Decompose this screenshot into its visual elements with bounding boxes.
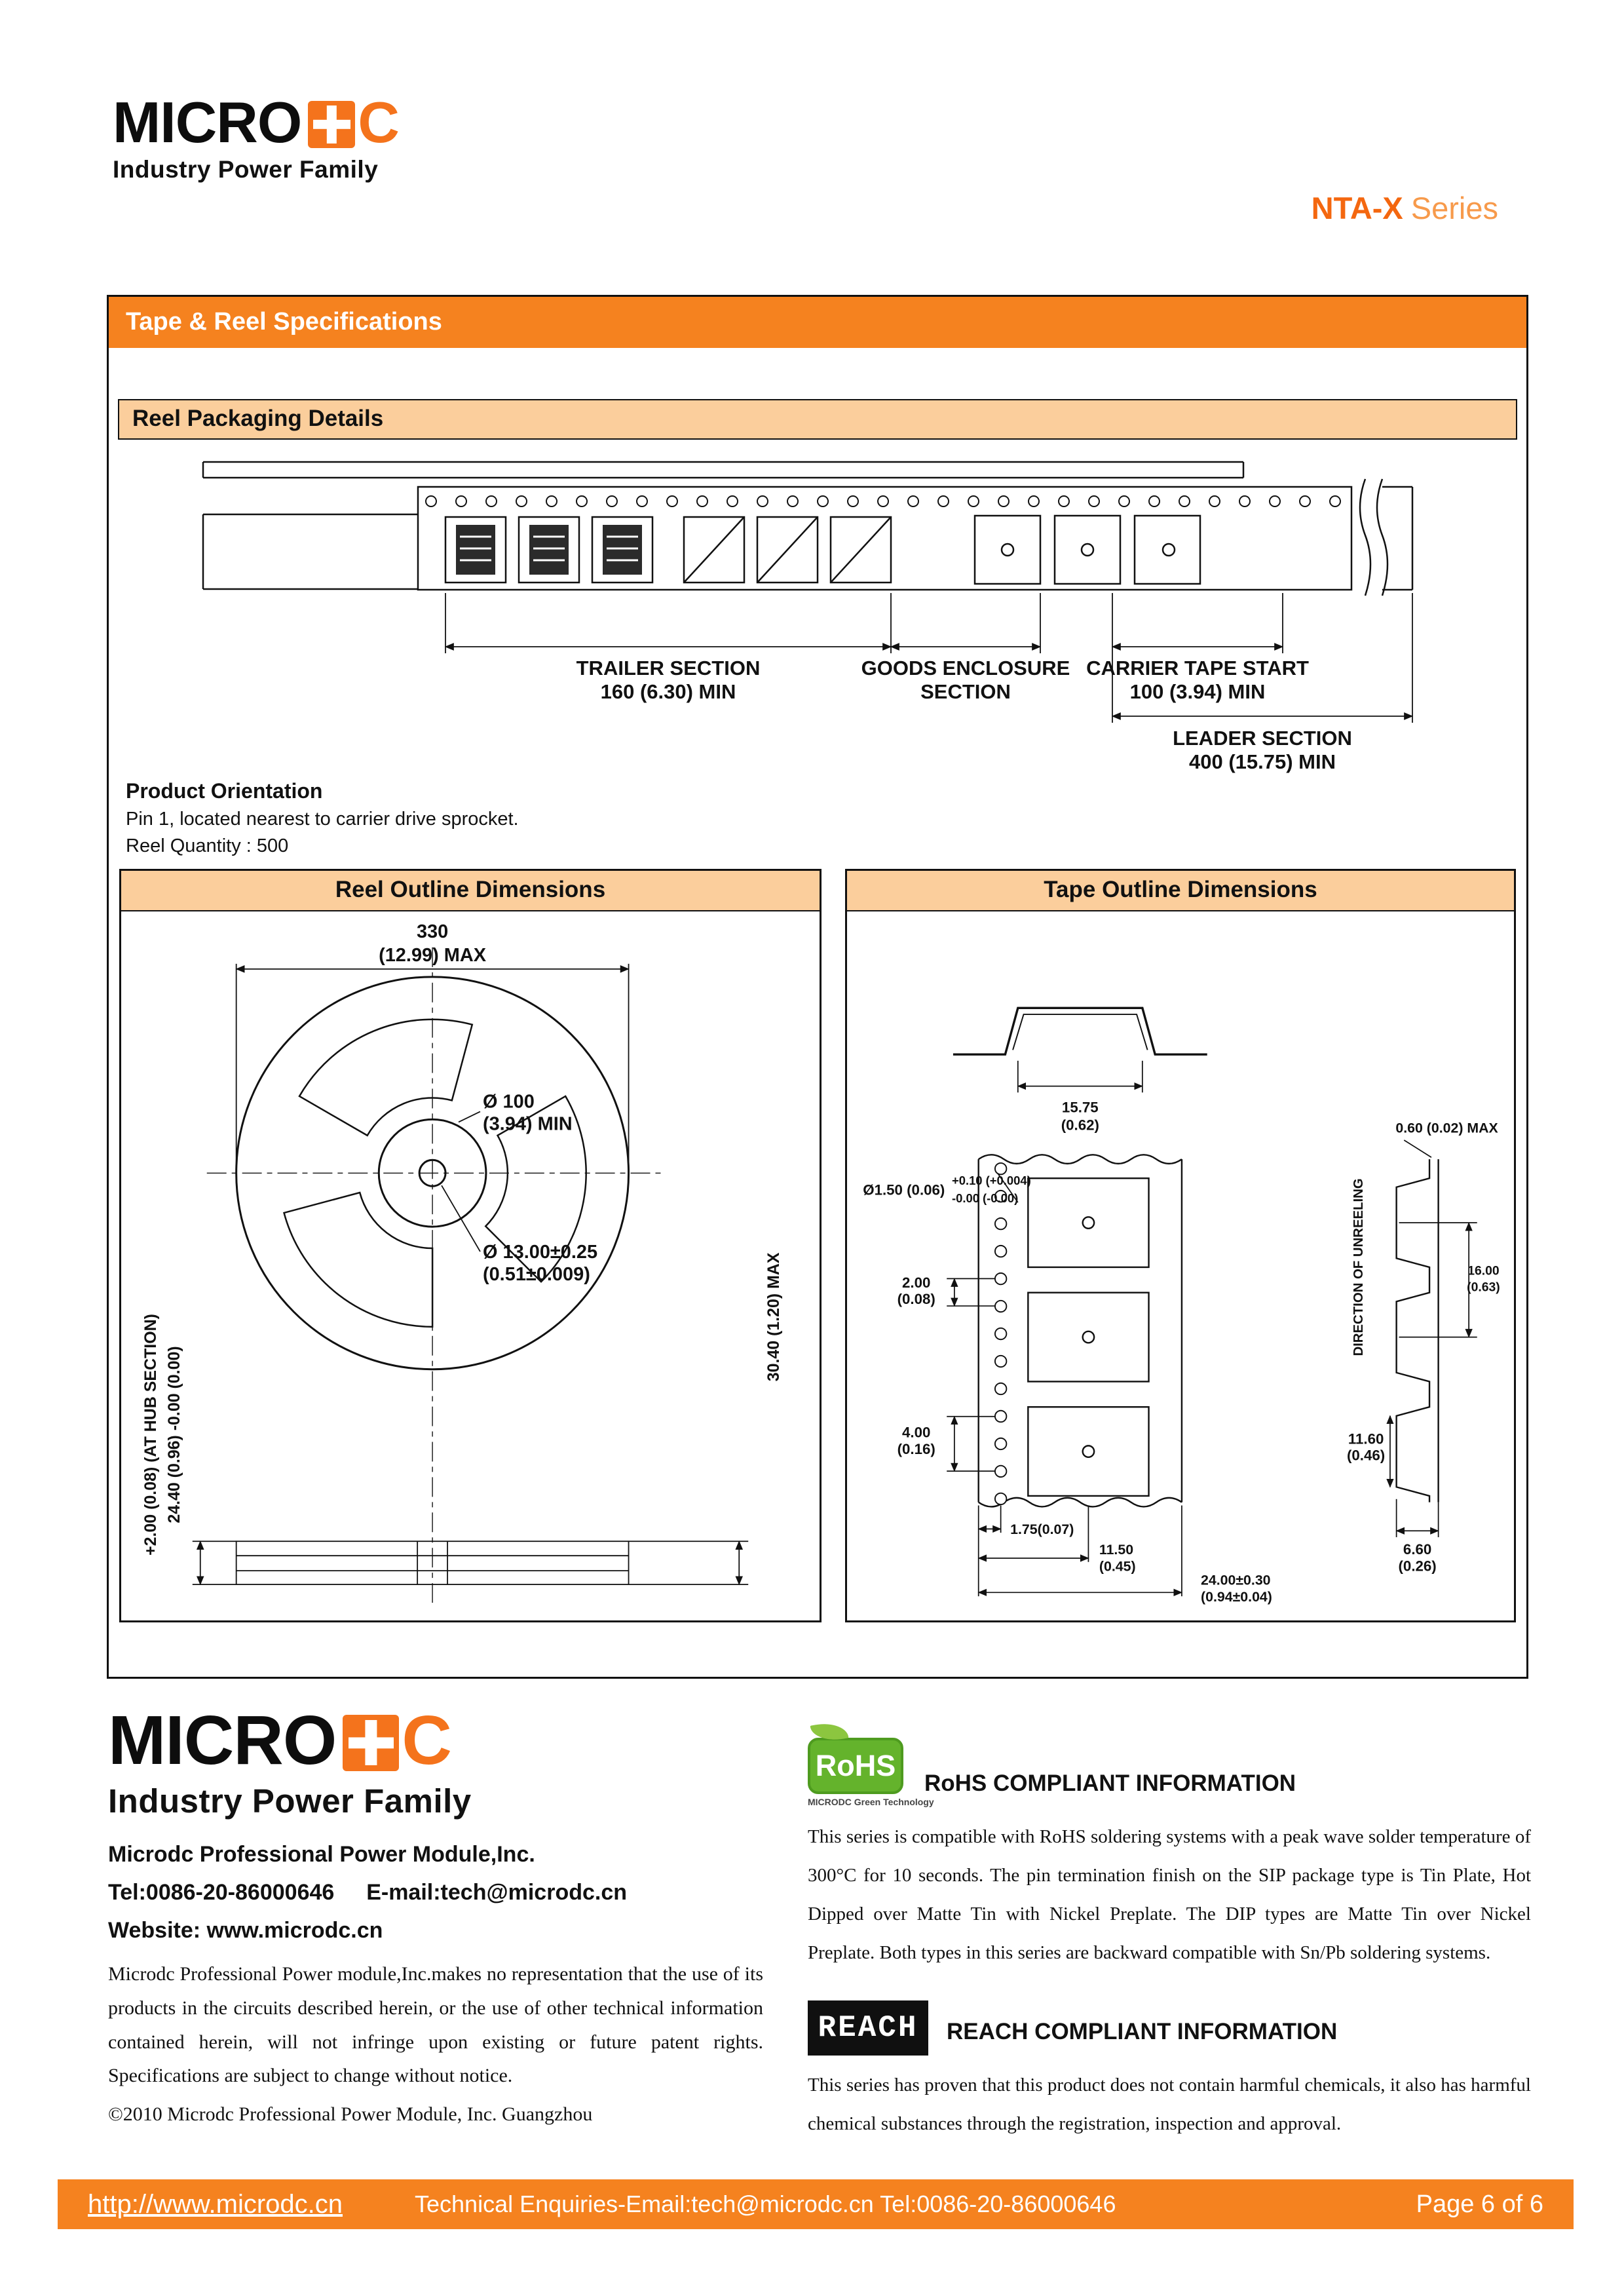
- microdc-logo: [113, 89, 400, 183]
- logo-text-c: C: [402, 1702, 452, 1779]
- company-email[interactable]: E-mail:tech@microdc.cn: [366, 1879, 628, 1905]
- dim-center-hole: Ø 13.00±0.25: [482, 1242, 598, 1263]
- rohs-body-text: This series is compatible with RoHS soldering systems with a peak wave solder temperature of 300°C for 10 seconds. The pin termination finish on the SIP package type is Tin Plate, Hot Dipped over Matte Tin with Nickel Preplate. The DIP types are Matte Tin over Nickel Preplate. Both types in this series are backward compatible with Sn/Pb soldering systems.: [808, 1826, 1531, 1963]
- dim-1150: 11.50: [1099, 1542, 1134, 1558]
- rohs-badge-caption: MICRODC Green Technology: [808, 1797, 934, 1807]
- legal-disclaimer: Microdc Professional Power module,Inc.makes no representation that the use of its products in the circuits described herein, or the use of other technical information contained herein, will not infringe upon existing or future patent rights. Specifications are subject to change without notice.: [108, 1963, 763, 2087]
- reel-packaging-details-header: Reel Packaging Details: [118, 399, 1517, 440]
- dim-2400-inch: (0.94±0.04): [1201, 1588, 1272, 1605]
- dim-hole-tol-minus: -0.00 (-0.00): [951, 1191, 1019, 1206]
- dim-1160-inch: (0.46): [1346, 1447, 1386, 1464]
- logo-text-c: C: [358, 90, 400, 155]
- tape-side-profile: [1397, 1159, 1439, 1502]
- cross-section-dims: [1018, 1061, 1142, 1092]
- dim-hole-diameter: Ø1.50 (0.06): [863, 1181, 945, 1198]
- logo-plus-icon: [308, 101, 355, 148]
- company-name: Microdc Professional Power Module,Inc.: [108, 1842, 535, 1867]
- copyright-line: ©2010 Microdc Professional Power Module, Inc. Guangzhou: [108, 2103, 593, 2125]
- reel-packaging-drawing: [130, 449, 1505, 776]
- rohs-heading-row: [808, 1721, 1531, 1807]
- dim-200: 2.00: [901, 1274, 931, 1291]
- reach-heading-row: [808, 2000, 1531, 2056]
- direction-of-unreeling-label: DIRECTION OF UNREELING: [1351, 1178, 1367, 1356]
- logo-tagline: Industry Power Family: [113, 156, 379, 183]
- reel-outline-box: [119, 869, 821, 1622]
- dim-1150-inch: (0.45): [1099, 1558, 1136, 1575]
- dim-1160: 11.60: [1348, 1430, 1384, 1447]
- reach-body-text: This series has proven that this product does not contain harmful chemicals, it also has harmful chemical substances through the registration, inspection and approval.: [808, 2075, 1531, 2135]
- company-contact-block: [108, 1836, 776, 1949]
- tape-outline-box: [845, 869, 1516, 1622]
- dim-400-inch: (0.16): [897, 1440, 935, 1457]
- reel-quantity: Reel Quantity : 500: [126, 835, 289, 856]
- dim-reel-width-max: 30.40 (1.20) MAX: [765, 1252, 784, 1382]
- section-title-bar: Tape & Reel Specifications: [109, 297, 1526, 348]
- goods-enclosure-label: GOODS ENCLOSURE: [861, 657, 1070, 679]
- reel-outline-title: Reel Outline Dimensions: [121, 871, 820, 911]
- dim-1600: 16.00: [1467, 1263, 1500, 1278]
- dim-hub-width: 24.40 (0.96) -0.00 (0.00): [164, 1346, 183, 1523]
- goods-enclosure-label2: SECTION: [920, 680, 1011, 703]
- series-title: [1312, 190, 1498, 226]
- dim-175: 1.75(0.07): [1010, 1521, 1074, 1538]
- dim-1575-inch: (0.62): [1061, 1117, 1099, 1134]
- dim-200-inch: (0.08): [897, 1291, 935, 1308]
- dim-hub-diameter: Ø 100: [482, 1091, 535, 1113]
- compliance-column: [808, 1701, 1531, 2143]
- microdc-logo-large: [108, 1701, 776, 1820]
- dim-hub-diameter-inch: (3.94) MIN: [482, 1113, 573, 1135]
- company-info-column: [108, 1701, 776, 2143]
- dim-1575: 15.75: [1061, 1099, 1099, 1116]
- outline-dimension-boxes: [119, 869, 1516, 1622]
- reel-outline-drawing: [121, 911, 820, 1620]
- carrier-tape-start-label: CARRIER TAPE START: [1086, 657, 1309, 679]
- tape-outline-title: Tape Outline Dimensions: [847, 871, 1514, 911]
- section-labels: [576, 657, 1352, 773]
- reel-dimension-labels: [142, 921, 783, 1556]
- dim-660-inch: (0.26): [1398, 1558, 1437, 1575]
- trailer-section-dim: 160 (6.30) MIN: [600, 680, 736, 703]
- dim-330: 330: [416, 921, 449, 942]
- company-website[interactable]: Website: www.microdc.cn: [108, 1917, 383, 1943]
- dim-2400: 24.00±0.30: [1201, 1572, 1271, 1588]
- rohs-badge-text: RoHS: [808, 1738, 903, 1794]
- leader-section-dim: 400 (15.75) MIN: [1189, 750, 1336, 773]
- dim-hole-tol-plus: +0.10 (+0.004): [951, 1173, 1031, 1187]
- dim-660: 6.60: [1403, 1541, 1432, 1558]
- logo-tagline: Industry Power Family: [108, 1782, 472, 1820]
- trailer-section-label: TRAILER SECTION: [576, 657, 761, 679]
- reach-logo: REACH: [808, 2000, 928, 2056]
- series-name: NTA-X: [1311, 191, 1403, 225]
- tape-outline-drawing: [847, 911, 1514, 1620]
- center-lines: [207, 944, 665, 1606]
- tape-front-view: [979, 1155, 1182, 1506]
- series-word: Series: [1410, 191, 1498, 225]
- tape-cross-section: [953, 1008, 1207, 1054]
- tape-sprocket-holes: [995, 1163, 1006, 1504]
- carrier-tape-start-dim: 100 (3.94) MIN: [1129, 680, 1266, 703]
- leader-section-label: LEADER SECTION: [1173, 727, 1352, 750]
- logo-text-micro: MICRO: [108, 1702, 337, 1779]
- dim-hub-width-tol: +2.00 (0.08) (AT HUB SECTION): [141, 1314, 160, 1556]
- reach-heading: REACH COMPLIANT INFORMATION: [947, 2019, 1338, 2045]
- logo-text-micro: MICRO: [113, 90, 302, 155]
- product-orientation: [126, 779, 1526, 857]
- footer-page-number: Page 6 of 6: [1416, 2190, 1543, 2218]
- footer-contact: Technical Enquiries-Email:tech@microdc.cn Tel:0086-20-86000646: [415, 2191, 1116, 2217]
- footer-info-section: [108, 1701, 1531, 2143]
- dim-400: 4.00: [901, 1424, 931, 1441]
- dim-330-inch: (12.99) MAX: [379, 944, 487, 966]
- dim-060-max: 0.60 (0.02) MAX: [1395, 1120, 1498, 1136]
- logo-plus-icon: [343, 1715, 399, 1771]
- dim-center-hole-inch: (0.51±0.009): [482, 1263, 590, 1285]
- rohs-heading: RoHS COMPLIANT INFORMATION: [924, 1770, 1296, 1796]
- dim-1600-inch: (0.63): [1467, 1280, 1500, 1295]
- reel-dimension-lines: [193, 964, 748, 1584]
- tape-reel-specifications-section: [107, 295, 1528, 1679]
- product-orientation-title: Product Orientation: [126, 779, 323, 803]
- company-tel: Tel:0086-20-86000646: [108, 1879, 335, 1905]
- footer-url-link[interactable]: http://www.microdc.cn: [88, 2189, 343, 2219]
- packaged-components: [456, 525, 642, 575]
- rohs-logo: [808, 1738, 934, 1807]
- footer-bar: [58, 2179, 1574, 2229]
- sprocket-holes: [426, 496, 1340, 507]
- pin1-note: Pin 1, located nearest to carrier drive sprocket.: [126, 809, 519, 830]
